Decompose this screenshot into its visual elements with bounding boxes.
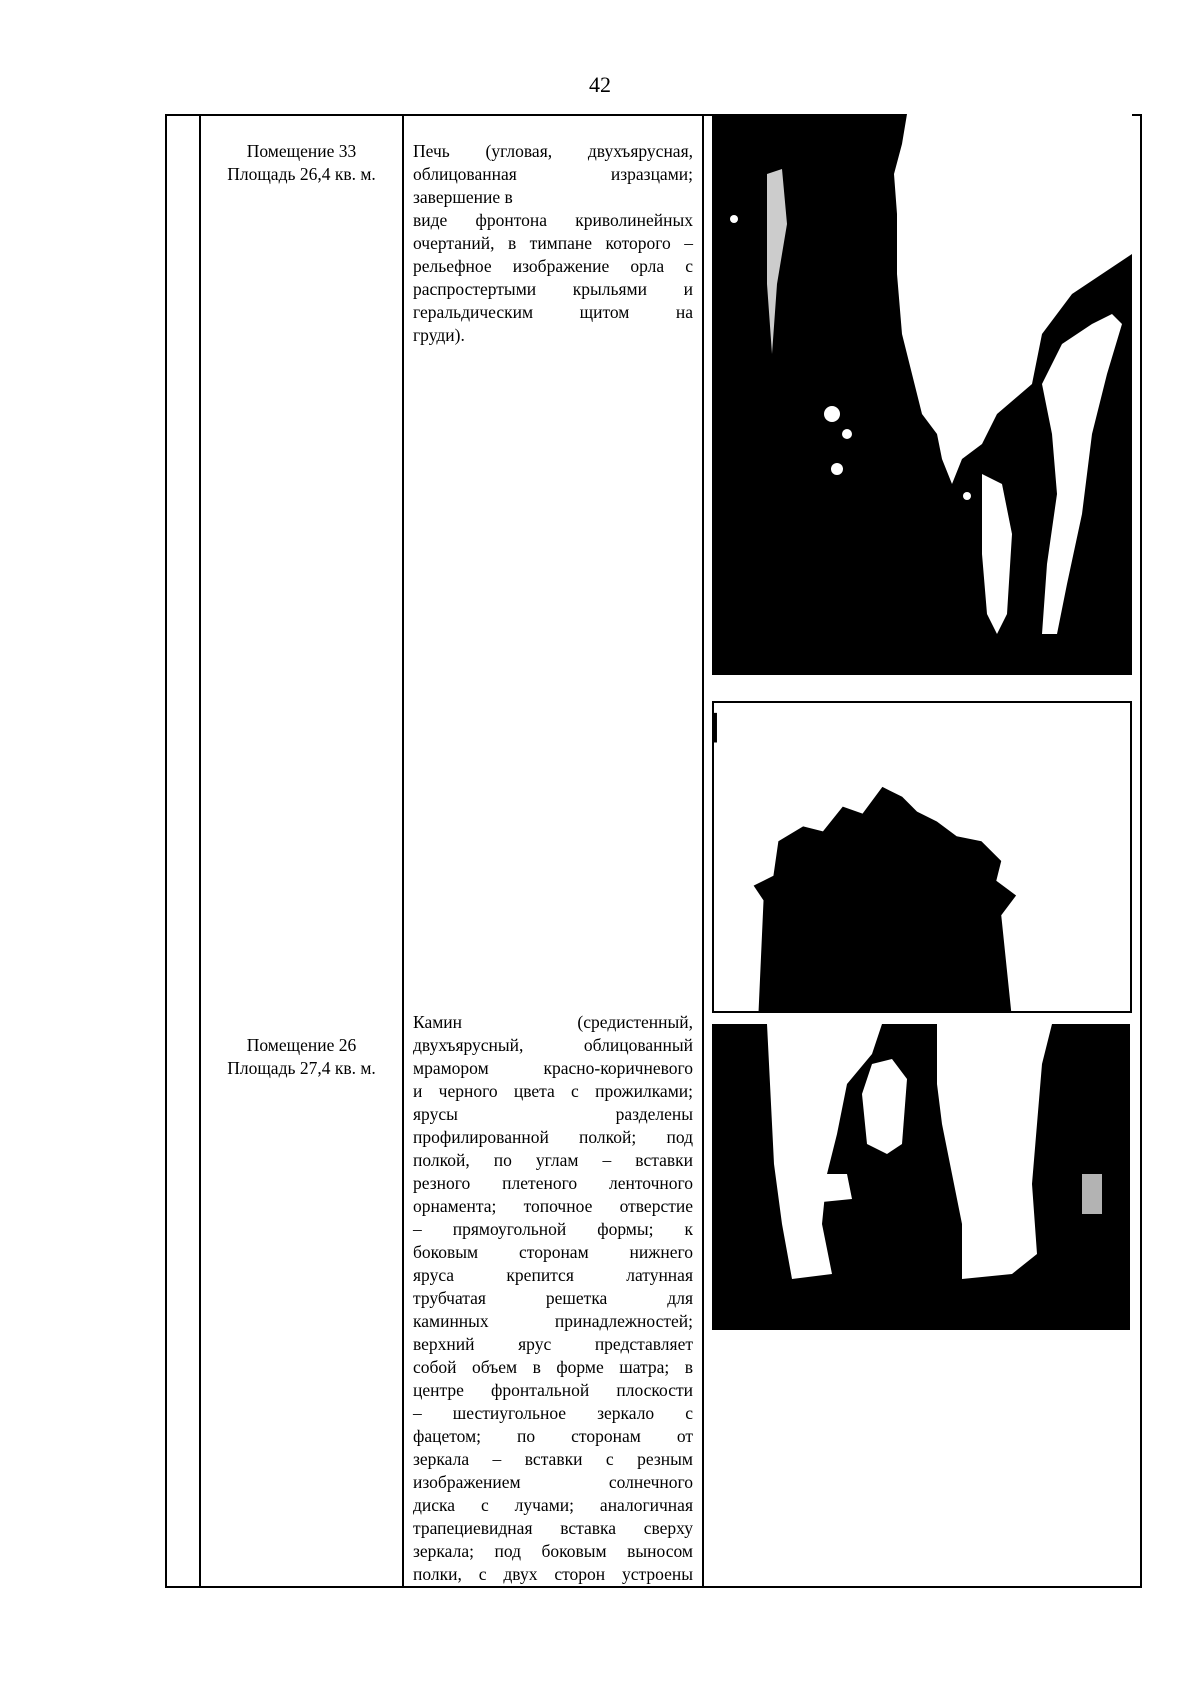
description-line: – прямоугольной формы; к xyxy=(413,1219,693,1239)
description-cell-26 xyxy=(413,1011,693,1586)
description-line: мрамором красно-коричневого xyxy=(413,1058,693,1078)
description-line: верхний ярус представляет xyxy=(413,1334,693,1354)
description-line: трапециевидная вставка сверху xyxy=(413,1518,693,1538)
room-name: Помещение 26 xyxy=(246,1035,357,1055)
column-divider xyxy=(702,116,704,1586)
description-line: собой объем в форме шатра; в xyxy=(413,1357,693,1377)
stove-crown-image xyxy=(714,703,1130,1011)
room-area: Площадь 27,4 кв. м. xyxy=(227,1058,376,1078)
description-line: каминных принадлежностей; xyxy=(413,1311,693,1331)
description-line: распростертыми крыльями и xyxy=(413,279,693,299)
description-line: центре фронтальной плоскости xyxy=(413,1380,693,1400)
monument-table xyxy=(165,114,1142,1588)
description-line: резного плетеного ленточного xyxy=(413,1173,693,1193)
page-number: 42 xyxy=(589,72,611,97)
room-cell-26 xyxy=(201,1034,402,1080)
description-line: трубчатая решетка для xyxy=(413,1288,693,1308)
description-line: полкой, по углам – вставки xyxy=(413,1150,693,1170)
description-line: двухъярусный, облицованный xyxy=(413,1035,693,1055)
description-line: зеркала; под боковым выносом xyxy=(413,1541,693,1561)
description-line: боковым сторонам нижнего xyxy=(413,1242,693,1262)
description-line: яруса крепится латунная xyxy=(413,1265,693,1285)
description-line: зеркала – вставки с резным xyxy=(413,1449,693,1469)
description-line: – шестиугольное зеркало с xyxy=(413,1403,693,1423)
description-line: виде фронтона криволинейных xyxy=(413,210,693,230)
description-line: и черного цвета с прожилками; xyxy=(413,1081,693,1101)
stove-photo-image xyxy=(712,114,1132,675)
description-line: полки, с двух сторон устроены xyxy=(413,1564,693,1584)
description-line: диска с лучами; аналогичная xyxy=(413,1495,693,1515)
description-line: облицованная изразцами; xyxy=(413,164,693,184)
room-name: Помещение 33 xyxy=(246,141,357,161)
description-line: ярусы разделены xyxy=(413,1104,693,1124)
description-line: груди). xyxy=(413,325,465,345)
room-area: Площадь 26,4 кв. м. xyxy=(227,164,376,184)
description-cell-33 xyxy=(413,140,693,347)
stove-photo-1 xyxy=(712,114,1132,675)
description-line: очертаний, в тимпане которого – xyxy=(413,233,693,253)
description-line: фацетом; по сторонам от xyxy=(413,1426,693,1446)
column-divider xyxy=(199,116,201,1586)
description-line: завершение в xyxy=(413,187,513,207)
column-divider xyxy=(402,116,404,1586)
description-line: изображением солнечного xyxy=(413,1472,693,1492)
description-line: орнамента; топочное отверстие xyxy=(413,1196,693,1216)
fireplace-image xyxy=(712,1024,1130,1330)
description-line: профилированной полкой; под xyxy=(413,1127,693,1147)
description-line: рельефное изображение орла с xyxy=(413,256,693,276)
description-line: Камин (средистенный, xyxy=(413,1012,693,1032)
fireplace-photo xyxy=(712,1024,1130,1330)
description-line: геральдическим щитом на xyxy=(413,302,693,322)
stove-photo-2 xyxy=(712,701,1132,1013)
description-line: Печь (угловая, двухъярусная, xyxy=(413,141,693,161)
room-cell-33 xyxy=(201,140,402,186)
